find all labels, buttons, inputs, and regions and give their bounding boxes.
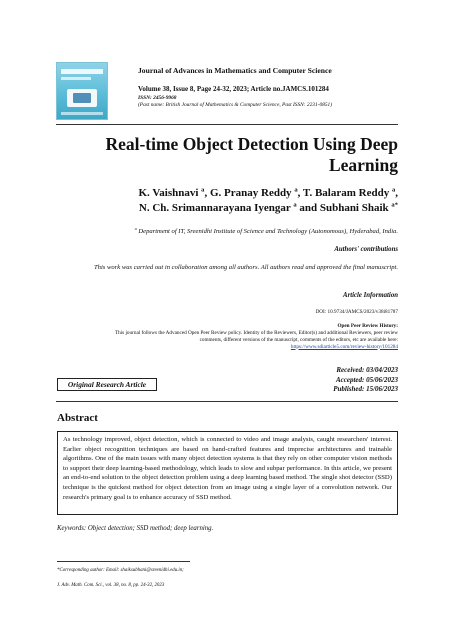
abstract-heading: Abstract: [57, 412, 98, 424]
contributions-text: This work was carried out in collaboration among all authors. All authors read and approved the final manuscript.: [94, 264, 398, 271]
author-affil-mark: a: [391, 186, 396, 194]
author-affil-mark: a: [201, 186, 205, 194]
author-name: G. Pranay Reddy: [209, 187, 292, 199]
author-line-2: [56, 201, 398, 216]
publication-dates: [240, 366, 398, 395]
author-line-1: K. Vaishnavi $^a$, G. Pranay Reddy $^a$, T. Balaram Reddy $^a$,: [138, 186, 398, 199]
accepted-date: Accepted: 05/06/2023: [335, 375, 398, 384]
author-name: T. Balaram Reddy: [302, 187, 390, 199]
received-date: Received: 03/04/2023: [336, 366, 398, 374]
published-date: Published: 15/06/2023: [333, 385, 398, 394]
author-list: [56, 186, 398, 216]
corresponding-author: *Corresponding author: Email: shaiksubhani@sreenidhi.edu.in;: [57, 568, 184, 573]
citation: J. Adv. Math. Com. Sci., vol. 38, no. 8, pp. 24-32, 2023: [57, 583, 165, 588]
review-history-link[interactable]: https://www.sdiarticle5.com/review-history/101284: [290, 343, 398, 350]
title-line-1: Real-time Object Detection Using Deep: [105, 134, 398, 154]
author-affil-mark: a*: [391, 201, 398, 209]
author-affil-mark: a: [294, 186, 298, 194]
contributions-heading: Authors' contributions: [334, 246, 398, 253]
footnote-divider: [57, 561, 190, 562]
review-history-text: This journal follows the Advanced Open Peer Review policy. Identity of the Reviewers, Editor(s) and additional Reviewers, peer review comments, different versions of the manuscript, comments of the editors, etc are available here: https://www.sdiarticle5.com/review-history/101284: [114, 330, 398, 350]
article-info-heading: Article Information: [343, 292, 398, 299]
header-divider: [56, 124, 398, 125]
issn: ISSN: 2456-9968: [138, 95, 177, 101]
section-divider: [56, 401, 398, 402]
author-name: and Subhani Shaik: [299, 202, 389, 214]
volume-line: Volume 38, Issue 8, Page 24-32, 2023; Article no.JAMCS.101284: [138, 85, 329, 93]
author-affil-mark: a: [293, 201, 297, 209]
keywords: Keywords: Object detection; SSD method; deep learning.: [57, 525, 214, 532]
review-history-heading: Open Peer Review History:: [337, 323, 398, 329]
paper-title: [56, 134, 398, 176]
past-name: (Past name: British Journal of Mathematics & Computer Science, Past ISSN: 2231-0851): [138, 102, 333, 108]
journal-cover-image: [56, 62, 108, 120]
doi: DOI: 10.9734/JAMCS/2023/v38i81787: [315, 309, 398, 315]
affiliation: $^a$ Department of IT, Sreenidhi Institute of Science and Technology (Autonomous), Hyderabad, India.: [134, 225, 398, 235]
author-name: N. Ch. Srimannarayana Iyengar: [138, 202, 291, 214]
title-line-2: Learning: [328, 155, 398, 175]
author-name: K. Vaishnavi: [138, 187, 199, 199]
abstract-text: As technology improved, object detection, which is connected to video and image analysis, caught researchers' interest. Earlier object recognition techniques are based on hand-crafted features and imprecise architectures and trainable algorithms. One of the main issues with many object detection systems is that they rely on other computer vision methods to support their deep learning-based methodology, which leads to slow and subpar performance. In this article, we present an end-to-end solution to the object detection problem using a deep learning based method. The single shot detector (SSD) technique is the quickest method for object detection from an image using a single layer of a convolution network. Our research's primary goal is to enhance accuracy of SSD method.: [57, 431, 398, 515]
article-type-badge: Original Research Article: [57, 378, 157, 391]
journal-name: Journal of Advances in Mathematics and Computer Science: [138, 66, 332, 75]
